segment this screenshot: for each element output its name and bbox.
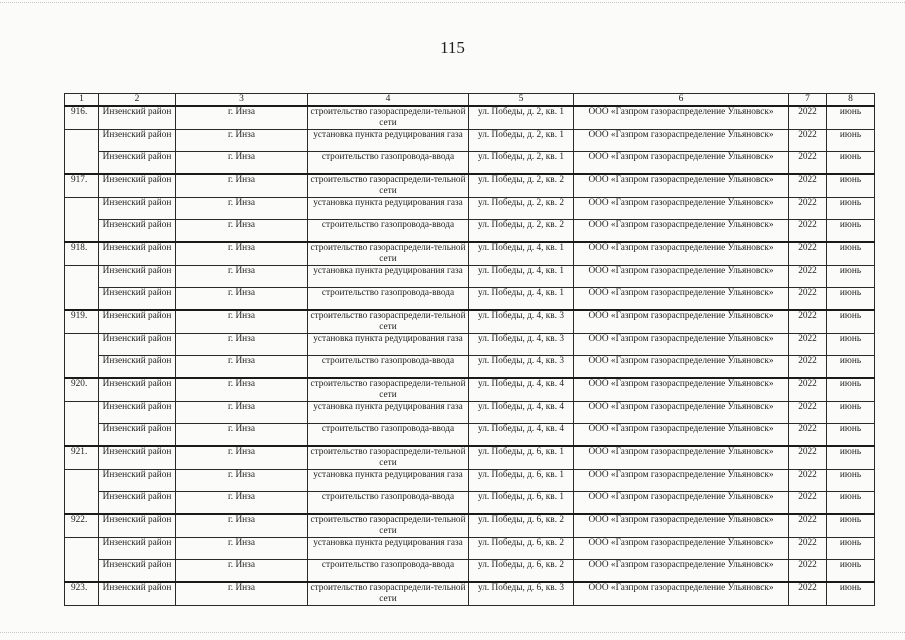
locality-cell: г. Инза xyxy=(176,198,308,220)
locality-cell: г. Инза xyxy=(176,446,308,470)
row-number-cell xyxy=(65,130,99,152)
month-cell: июнь xyxy=(827,446,875,470)
table-header-row xyxy=(65,94,875,107)
year-cell: 2022 xyxy=(789,334,827,356)
locality-cell: г. Инза xyxy=(176,242,308,266)
year-cell: 2022 xyxy=(789,514,827,538)
row-number-cell xyxy=(65,152,99,175)
table-row xyxy=(65,538,875,560)
table-row xyxy=(65,152,875,175)
month-cell: июнь xyxy=(827,402,875,424)
district-cell: Инзенский район xyxy=(99,424,176,447)
column-header: 1 xyxy=(65,94,99,107)
operator-cell: ООО «Газпром газораспределение Ульяновск» xyxy=(574,334,789,356)
year-cell: 2022 xyxy=(789,242,827,266)
locality-cell: г. Инза xyxy=(176,538,308,560)
year-cell: 2022 xyxy=(789,310,827,334)
work-type-cell: строительство газораспредели-тельной сети xyxy=(308,174,469,198)
year-cell: 2022 xyxy=(789,356,827,379)
row-number-cell xyxy=(65,470,99,492)
row-number-cell xyxy=(65,424,99,447)
row-number-cell: 917. xyxy=(65,174,99,198)
month-cell: июнь xyxy=(827,470,875,492)
year-cell: 2022 xyxy=(789,492,827,515)
column-header: 5 xyxy=(469,94,574,107)
address-cell: ул. Победы, д. 2, кв. 2 xyxy=(469,174,574,198)
work-type-cell: строительство газораспредели-тельной сети xyxy=(308,378,469,402)
operator-cell: ООО «Газпром газораспределение Ульяновск» xyxy=(574,106,789,130)
locality-cell: г. Инза xyxy=(176,266,308,288)
district-cell: Инзенский район xyxy=(99,106,176,130)
year-cell: 2022 xyxy=(789,582,827,606)
locality-cell: г. Инза xyxy=(176,288,308,311)
operator-cell: ООО «Газпром газораспределение Ульяновск» xyxy=(574,242,789,266)
locality-cell: г. Инза xyxy=(176,492,308,515)
address-cell: ул. Победы, д. 4, кв. 3 xyxy=(469,356,574,379)
month-cell: июнь xyxy=(827,424,875,447)
operator-cell: ООО «Газпром газораспределение Ульяновск» xyxy=(574,220,789,243)
address-cell: ул. Победы, д. 4, кв. 4 xyxy=(469,424,574,447)
table-row xyxy=(65,402,875,424)
work-type-cell: строительство газопровода-ввода xyxy=(308,356,469,379)
operator-cell: ООО «Газпром газораспределение Ульяновск» xyxy=(574,514,789,538)
work-type-cell: строительство газопровода-ввода xyxy=(308,152,469,175)
table-row xyxy=(65,514,875,538)
row-number-cell xyxy=(65,198,99,220)
table-row xyxy=(65,470,875,492)
table-row xyxy=(65,198,875,220)
address-cell: ул. Победы, д. 2, кв. 1 xyxy=(469,106,574,130)
operator-cell: ООО «Газпром газораспределение Ульяновск» xyxy=(574,152,789,175)
district-cell: Инзенский район xyxy=(99,378,176,402)
year-cell: 2022 xyxy=(789,424,827,447)
operator-cell: ООО «Газпром газораспределение Ульяновск» xyxy=(574,402,789,424)
year-cell: 2022 xyxy=(789,198,827,220)
locality-cell: г. Инза xyxy=(176,378,308,402)
month-cell: июнь xyxy=(827,310,875,334)
month-cell: июнь xyxy=(827,582,875,606)
work-type-cell: установка пункта редуцирования газа xyxy=(308,538,469,560)
locality-cell: г. Инза xyxy=(176,174,308,198)
column-header: 4 xyxy=(308,94,469,107)
work-type-cell: строительство газопровода-ввода xyxy=(308,220,469,243)
table-row xyxy=(65,174,875,198)
year-cell: 2022 xyxy=(789,152,827,175)
month-cell: июнь xyxy=(827,514,875,538)
year-cell: 2022 xyxy=(789,378,827,402)
work-type-cell: установка пункта редуцирования газа xyxy=(308,470,469,492)
district-cell: Инзенский район xyxy=(99,334,176,356)
month-cell: июнь xyxy=(827,266,875,288)
month-cell: июнь xyxy=(827,242,875,266)
row-number-cell: 923. xyxy=(65,582,99,606)
address-cell: ул. Победы, д. 6, кв. 2 xyxy=(469,538,574,560)
address-cell: ул. Победы, д. 4, кв. 4 xyxy=(469,378,574,402)
locality-cell: г. Инза xyxy=(176,582,308,606)
row-number-cell xyxy=(65,402,99,424)
year-cell: 2022 xyxy=(789,266,827,288)
month-cell: июнь xyxy=(827,288,875,311)
row-number-cell xyxy=(65,334,99,356)
table-row xyxy=(65,492,875,515)
page-number: 115 xyxy=(440,38,465,57)
locality-cell: г. Инза xyxy=(176,356,308,379)
operator-cell: ООО «Газпром газораспределение Ульяновск» xyxy=(574,198,789,220)
operator-cell: ООО «Газпром газораспределение Ульяновск» xyxy=(574,582,789,606)
month-cell: июнь xyxy=(827,356,875,379)
locality-cell: г. Инза xyxy=(176,130,308,152)
address-cell: ул. Победы, д. 6, кв. 2 xyxy=(469,514,574,538)
district-cell: Инзенский район xyxy=(99,288,176,311)
address-cell: ул. Победы, д. 4, кв. 1 xyxy=(469,288,574,311)
district-cell: Инзенский район xyxy=(99,152,176,175)
row-number-cell xyxy=(65,538,99,560)
work-type-cell: строительство газораспредели-тельной сети xyxy=(308,446,469,470)
district-cell: Инзенский район xyxy=(99,560,176,583)
address-cell: ул. Победы, д. 4, кв. 3 xyxy=(469,310,574,334)
locality-cell: г. Инза xyxy=(176,310,308,334)
operator-cell: ООО «Газпром газораспределение Ульяновск» xyxy=(574,130,789,152)
district-cell: Инзенский район xyxy=(99,198,176,220)
work-type-cell: строительство газораспредели-тельной сети xyxy=(308,514,469,538)
table-row xyxy=(65,560,875,583)
table-row xyxy=(65,446,875,470)
operator-cell: ООО «Газпром газораспределение Ульяновск» xyxy=(574,470,789,492)
operator-cell: ООО «Газпром газораспределение Ульяновск» xyxy=(574,560,789,583)
year-cell: 2022 xyxy=(789,106,827,130)
year-cell: 2022 xyxy=(789,470,827,492)
work-type-cell: строительство газопровода-ввода xyxy=(308,560,469,583)
locality-cell: г. Инза xyxy=(176,402,308,424)
month-cell: июнь xyxy=(827,492,875,515)
page-edge-bottom xyxy=(0,632,905,633)
table-row xyxy=(65,106,875,130)
address-cell: ул. Победы, д. 2, кв. 1 xyxy=(469,130,574,152)
locality-cell: г. Инза xyxy=(176,514,308,538)
work-type-cell: строительство газораспредели-тельной сети xyxy=(308,242,469,266)
district-cell: Инзенский район xyxy=(99,582,176,606)
district-cell: Инзенский район xyxy=(99,310,176,334)
work-type-cell: установка пункта редуцирования газа xyxy=(308,130,469,152)
month-cell: июнь xyxy=(827,334,875,356)
work-type-cell: строительство газораспредели-тельной сети xyxy=(308,582,469,606)
locality-cell: г. Инза xyxy=(176,220,308,243)
table-row xyxy=(65,310,875,334)
address-cell: ул. Победы, д. 2, кв. 1 xyxy=(469,152,574,175)
table-row xyxy=(65,130,875,152)
table-row xyxy=(65,334,875,356)
row-number-cell: 916. xyxy=(65,106,99,130)
row-number-cell xyxy=(65,288,99,311)
district-cell: Инзенский район xyxy=(99,538,176,560)
district-cell: Инзенский район xyxy=(99,470,176,492)
month-cell: июнь xyxy=(827,538,875,560)
month-cell: июнь xyxy=(827,220,875,243)
row-number-cell xyxy=(65,220,99,243)
locality-cell: г. Инза xyxy=(176,560,308,583)
row-number-cell xyxy=(65,356,99,379)
year-cell: 2022 xyxy=(789,538,827,560)
month-cell: июнь xyxy=(827,560,875,583)
address-cell: ул. Победы, д. 4, кв. 1 xyxy=(469,242,574,266)
operator-cell: ООО «Газпром газораспределение Ульяновск» xyxy=(574,378,789,402)
operator-cell: ООО «Газпром газораспределение Ульяновск» xyxy=(574,174,789,198)
row-number-cell: 920. xyxy=(65,378,99,402)
district-cell: Инзенский район xyxy=(99,130,176,152)
work-type-cell: строительство газопровода-ввода xyxy=(308,288,469,311)
locality-cell: г. Инза xyxy=(176,152,308,175)
year-cell: 2022 xyxy=(789,288,827,311)
month-cell: июнь xyxy=(827,152,875,175)
row-number-cell xyxy=(65,492,99,515)
address-cell: ул. Победы, д. 6, кв. 1 xyxy=(469,446,574,470)
operator-cell: ООО «Газпром газораспределение Ульяновск» xyxy=(574,266,789,288)
district-cell: Инзенский район xyxy=(99,514,176,538)
work-type-cell: строительство газораспредели-тельной сети xyxy=(308,310,469,334)
district-cell: Инзенский район xyxy=(99,220,176,243)
operator-cell: ООО «Газпром газораспределение Ульяновск» xyxy=(574,288,789,311)
address-cell: ул. Победы, д. 6, кв. 1 xyxy=(469,492,574,515)
address-cell: ул. Победы, д. 2, кв. 2 xyxy=(469,220,574,243)
year-cell: 2022 xyxy=(789,402,827,424)
row-number-cell: 921. xyxy=(65,446,99,470)
table-row xyxy=(65,220,875,243)
operator-cell: ООО «Газпром газораспределение Ульяновск» xyxy=(574,310,789,334)
table-row xyxy=(65,288,875,311)
work-type-cell: строительство газораспредели-тельной сети xyxy=(308,106,469,130)
month-cell: июнь xyxy=(827,378,875,402)
district-cell: Инзенский район xyxy=(99,174,176,198)
address-cell: ул. Победы, д. 4, кв. 3 xyxy=(469,334,574,356)
operator-cell: ООО «Газпром газораспределение Ульяновск» xyxy=(574,424,789,447)
column-header: 3 xyxy=(176,94,308,107)
address-cell: ул. Победы, д. 6, кв. 3 xyxy=(469,582,574,606)
operator-cell: ООО «Газпром газораспределение Ульяновск» xyxy=(574,492,789,515)
operator-cell: ООО «Газпром газораспределение Ульяновск» xyxy=(574,538,789,560)
district-cell: Инзенский район xyxy=(99,446,176,470)
row-number-cell: 922. xyxy=(65,514,99,538)
table-row xyxy=(65,356,875,379)
row-number-cell: 918. xyxy=(65,242,99,266)
column-header: 6 xyxy=(574,94,789,107)
operator-cell: ООО «Газпром газораспределение Ульяновск» xyxy=(574,356,789,379)
month-cell: июнь xyxy=(827,130,875,152)
address-cell: ул. Победы, д. 6, кв. 2 xyxy=(469,560,574,583)
address-cell: ул. Победы, д. 4, кв. 1 xyxy=(469,266,574,288)
month-cell: июнь xyxy=(827,198,875,220)
column-header: 7 xyxy=(789,94,827,107)
work-type-cell: установка пункта редуцирования газа xyxy=(308,402,469,424)
table-row xyxy=(65,242,875,266)
row-number-cell xyxy=(65,266,99,288)
month-cell: июнь xyxy=(827,174,875,198)
locality-cell: г. Инза xyxy=(176,106,308,130)
table-row xyxy=(65,378,875,402)
work-type-cell: строительство газопровода-ввода xyxy=(308,424,469,447)
gasification-schedule-table xyxy=(64,93,875,606)
work-type-cell: установка пункта редуцирования газа xyxy=(308,198,469,220)
address-cell: ул. Победы, д. 4, кв. 4 xyxy=(469,402,574,424)
table-row xyxy=(65,424,875,447)
locality-cell: г. Инза xyxy=(176,334,308,356)
district-cell: Инзенский район xyxy=(99,266,176,288)
address-cell: ул. Победы, д. 2, кв. 2 xyxy=(469,198,574,220)
table-row xyxy=(65,582,875,606)
row-number-cell: 919. xyxy=(65,310,99,334)
month-cell: июнь xyxy=(827,106,875,130)
year-cell: 2022 xyxy=(789,174,827,198)
year-cell: 2022 xyxy=(789,446,827,470)
column-header: 8 xyxy=(827,94,875,107)
locality-cell: г. Инза xyxy=(176,424,308,447)
district-cell: Инзенский район xyxy=(99,242,176,266)
year-cell: 2022 xyxy=(789,560,827,583)
column-header: 2 xyxy=(99,94,176,107)
address-cell: ул. Победы, д. 6, кв. 1 xyxy=(469,470,574,492)
district-cell: Инзенский район xyxy=(99,402,176,424)
work-type-cell: установка пункта редуцирования газа xyxy=(308,266,469,288)
year-cell: 2022 xyxy=(789,130,827,152)
locality-cell: г. Инза xyxy=(176,470,308,492)
district-cell: Инзенский район xyxy=(99,356,176,379)
year-cell: 2022 xyxy=(789,220,827,243)
page-edge-top xyxy=(0,2,905,3)
table-row xyxy=(65,266,875,288)
operator-cell: ООО «Газпром газораспределение Ульяновск» xyxy=(574,446,789,470)
work-type-cell: установка пункта редуцирования газа xyxy=(308,334,469,356)
row-number-cell xyxy=(65,560,99,583)
work-type-cell: строительство газопровода-ввода xyxy=(308,492,469,515)
district-cell: Инзенский район xyxy=(99,492,176,515)
